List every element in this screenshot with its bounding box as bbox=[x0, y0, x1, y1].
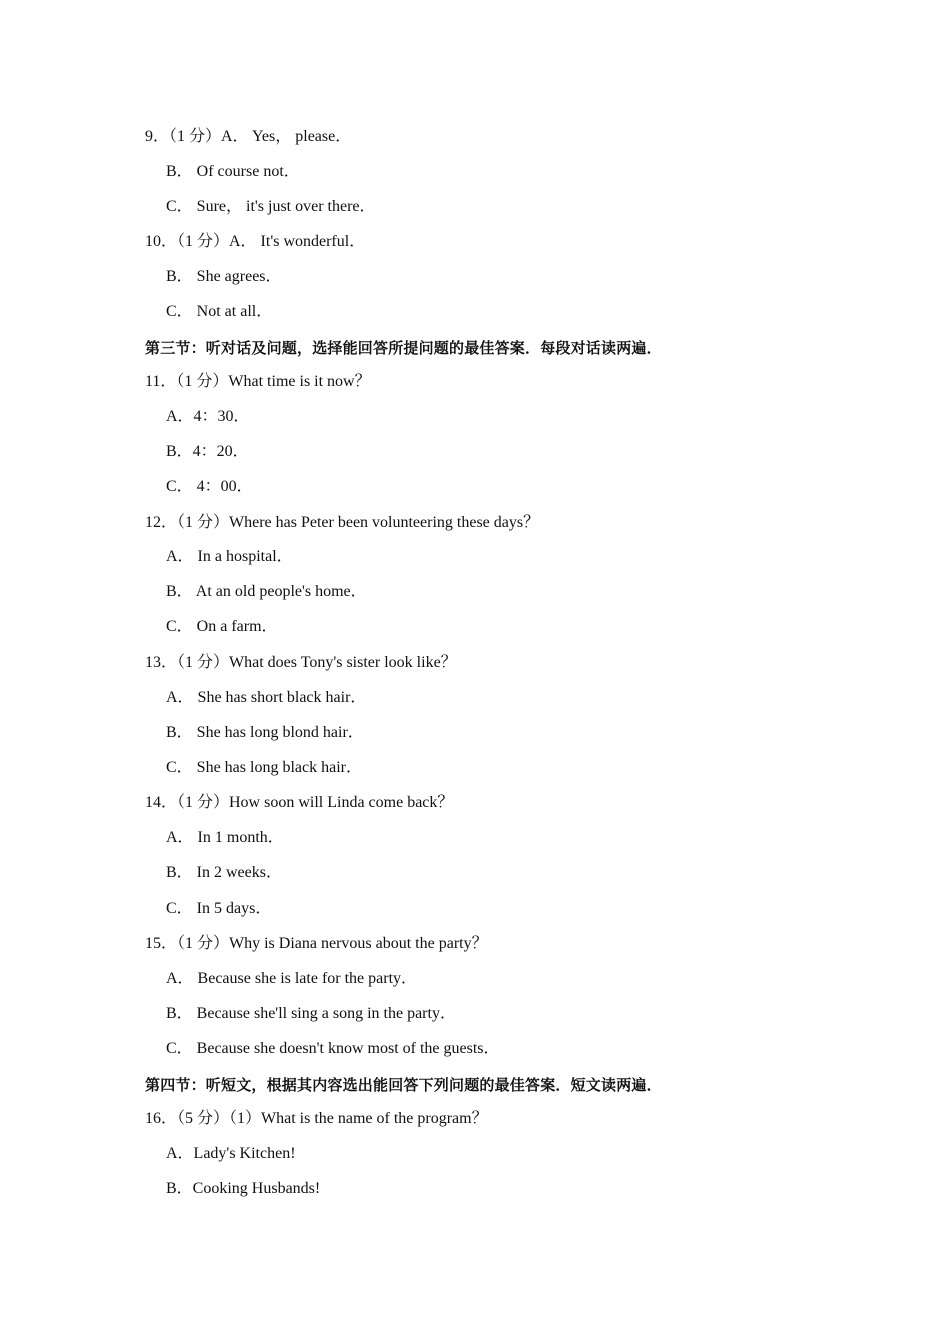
question-10-stem: 10．（1 分）A． It's wonderful． bbox=[145, 233, 366, 250]
question-15-stem: 15．（1 分）Why is Diana nervous about the party？ bbox=[145, 935, 488, 952]
question-11-option-a: A．4：30． bbox=[166, 408, 250, 425]
question-14-option-b: B． In 2 weeks． bbox=[166, 864, 282, 881]
question-10-option-b: B． She agrees． bbox=[166, 268, 282, 285]
question-13-stem: 13．（1 分）What does Tony's sister look like？ bbox=[145, 654, 457, 671]
question-12-stem: 12．（1 分）Where has Peter been volunteering these days？ bbox=[145, 514, 540, 531]
question-12-option-b: B． At an old people's home． bbox=[166, 583, 367, 600]
section-4-heading: 第四节：听短文，根据其内容选出能回答下列问题的最佳答案．短文读两遍． bbox=[145, 1076, 662, 1094]
question-11-stem: 11．（1 分）What time is it now？ bbox=[145, 373, 371, 390]
question-14-stem: 14．（1 分）How soon will Linda come back？ bbox=[145, 794, 454, 811]
question-15-option-c: C． Because she doesn't know most of the guests． bbox=[166, 1040, 500, 1057]
question-16-stem: 16．（5 分）（1）What is the name of the program？ bbox=[145, 1110, 488, 1127]
section-3-heading: 第三节：听对话及问题，选择能回答所提问题的最佳答案．每段对话读两遍． bbox=[145, 339, 662, 357]
question-10-option-c: C． Not at all． bbox=[166, 303, 273, 320]
question-12-option-a: A． In a hospital． bbox=[166, 548, 293, 565]
question-13-option-b: B． She has long blond hair． bbox=[166, 724, 364, 741]
question-14-option-a: A． In 1 month． bbox=[166, 829, 284, 846]
question-16-option-a: A．Lady's Kitchen! bbox=[166, 1145, 296, 1162]
question-9-stem: 9．（1 分）A． Yes， please． bbox=[145, 128, 352, 145]
question-13-option-a: A． She has short black hair． bbox=[166, 689, 367, 706]
question-12-option-c: C． On a farm． bbox=[166, 618, 278, 635]
question-13-option-c: C． She has long black hair． bbox=[166, 759, 362, 776]
question-16-option-b: B．Cooking Husbands! bbox=[166, 1180, 321, 1197]
question-15-option-b: B． Because she'll sing a song in the party． bbox=[166, 1005, 456, 1022]
question-14-option-c: C． In 5 days． bbox=[166, 900, 272, 917]
question-15-option-a: A． Because she is late for the party． bbox=[166, 970, 418, 987]
question-9-option-c: C． Sure， it's just over there． bbox=[166, 198, 376, 215]
question-11-option-c: C． 4：00． bbox=[166, 478, 253, 495]
question-9-option-b: B． Of course not． bbox=[166, 163, 300, 180]
question-11-option-b: B．4：20． bbox=[166, 443, 249, 460]
